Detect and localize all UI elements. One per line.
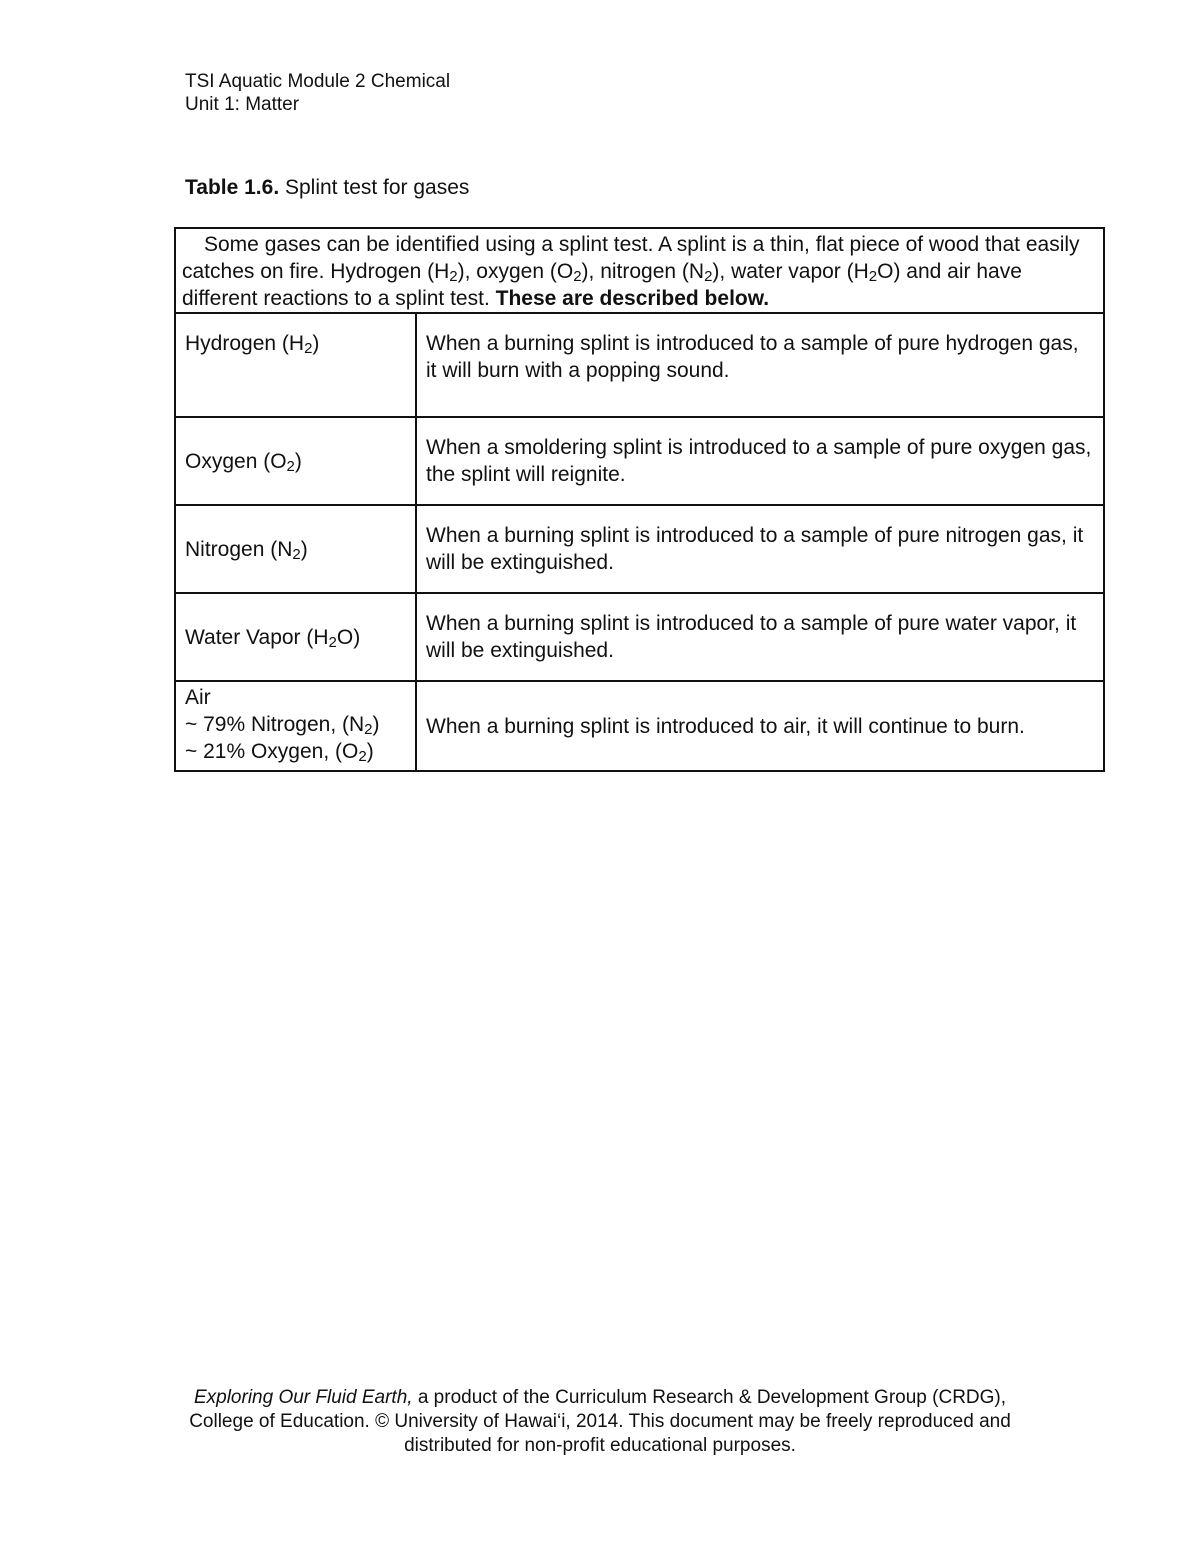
intro-row bbox=[175, 228, 1104, 313]
footer-line-2: College of Education. © University of Hawai‘i, 2014. This document may be freely reproduced and bbox=[189, 1411, 1011, 1432]
footer-text: a product of the Curriculum Research & Development Group (CRDG), bbox=[412, 1387, 1007, 1408]
intro-text-part: ), water vapor (H bbox=[712, 260, 869, 283]
gas-description-cell: When a burning splint is introduced to air, it will continue to burn. bbox=[416, 681, 1104, 771]
gas-description-cell: When a burning splint is introduced to a sample of pure hydrogen gas, it will burn with a popping sound. bbox=[416, 313, 1104, 417]
gas-subscript: 2 bbox=[304, 340, 313, 357]
intro-text-part: ), nitrogen (N bbox=[581, 260, 705, 283]
gas-name-suffix: ) bbox=[312, 332, 320, 355]
gas-subscript: 2 bbox=[292, 545, 301, 563]
intro-paragraph bbox=[182, 231, 1097, 312]
gas-subscript: 2 bbox=[358, 748, 367, 765]
gas-name-cell bbox=[175, 593, 416, 681]
gas-subscript: 2 bbox=[286, 457, 295, 475]
gas-subscript: 2 bbox=[364, 721, 373, 738]
intro-subscript: 2 bbox=[449, 268, 458, 285]
gas-name: Hydrogen (H bbox=[185, 332, 305, 355]
intro-text-part: O) and air have different reactions to a splint test. bbox=[182, 260, 1022, 310]
gas-name: Water Vapor (H bbox=[185, 625, 329, 649]
gas-name: Oxygen (O bbox=[185, 449, 287, 473]
table-row-water-vapor bbox=[175, 593, 1104, 681]
footer-line-3: distributed for non-profit educational purposes. bbox=[404, 1435, 796, 1456]
header-unit-title: Unit 1: Matter bbox=[185, 94, 300, 115]
table-row-air bbox=[175, 681, 1104, 771]
gas-name-suffix: O) bbox=[336, 625, 361, 649]
gas-description-cell: When a smoldering splint is introduced to a sample of pure oxygen gas, the splint will reignite. bbox=[416, 417, 1104, 505]
gas-name-suffix: ) bbox=[300, 537, 308, 561]
gas-name-cell bbox=[175, 313, 416, 417]
gas-description-cell: When a burning splint is introduced to a sample of pure nitrogen gas, it will be extinguished. bbox=[416, 505, 1104, 593]
gas-name-cell bbox=[175, 417, 416, 505]
gas-name: Air bbox=[185, 686, 211, 709]
gas-subscript: 2 bbox=[328, 633, 337, 651]
gas-description-cell: When a burning splint is introduced to a sample of pure water vapor, it will be extinguished. bbox=[416, 593, 1104, 681]
table-caption-text: Splint test for gases bbox=[279, 176, 470, 199]
gas-name-suffix: ) bbox=[294, 449, 302, 473]
air-component-suffix: ) bbox=[366, 740, 374, 763]
table-caption bbox=[185, 175, 469, 201]
gas-name-cell bbox=[175, 681, 416, 771]
footer-line-1 bbox=[150, 1386, 1050, 1410]
intro-subscript: 2 bbox=[868, 268, 878, 285]
intro-subscript: 2 bbox=[573, 268, 582, 285]
intro-text-part: ), oxygen (O bbox=[457, 260, 574, 283]
header-module-title: TSI Aquatic Module 2 Chemical bbox=[185, 71, 451, 92]
intro-cell bbox=[175, 228, 1104, 313]
air-component-nitrogen bbox=[185, 711, 406, 738]
air-component-suffix: ) bbox=[372, 713, 380, 736]
splint-test-table bbox=[174, 227, 1105, 772]
gas-name-cell bbox=[175, 505, 416, 593]
table-row-oxygen bbox=[175, 417, 1104, 505]
page-footer bbox=[150, 1386, 1050, 1458]
air-component-text: ~ 79% Nitrogen, (N bbox=[185, 713, 365, 736]
intro-text-part: Some gases can be identified using a splint test. A splint is a thin, flat piece of wood that easily catches on fire. Hydrogen (H bbox=[182, 233, 1080, 283]
table-row-nitrogen bbox=[175, 505, 1104, 593]
table-caption-label: Table 1.6. bbox=[185, 176, 280, 199]
air-component-text: ~ 21% Oxygen, (O bbox=[185, 740, 359, 763]
intro-bold-text: These are described below. bbox=[495, 287, 770, 310]
footer-publication-title: Exploring Our Fluid Earth, bbox=[193, 1387, 413, 1408]
table-row-hydrogen bbox=[175, 313, 1104, 417]
gas-name: Nitrogen (N bbox=[185, 537, 293, 561]
intro-subscript: 2 bbox=[704, 268, 713, 285]
page-header bbox=[185, 70, 450, 116]
air-component-oxygen bbox=[185, 738, 406, 765]
